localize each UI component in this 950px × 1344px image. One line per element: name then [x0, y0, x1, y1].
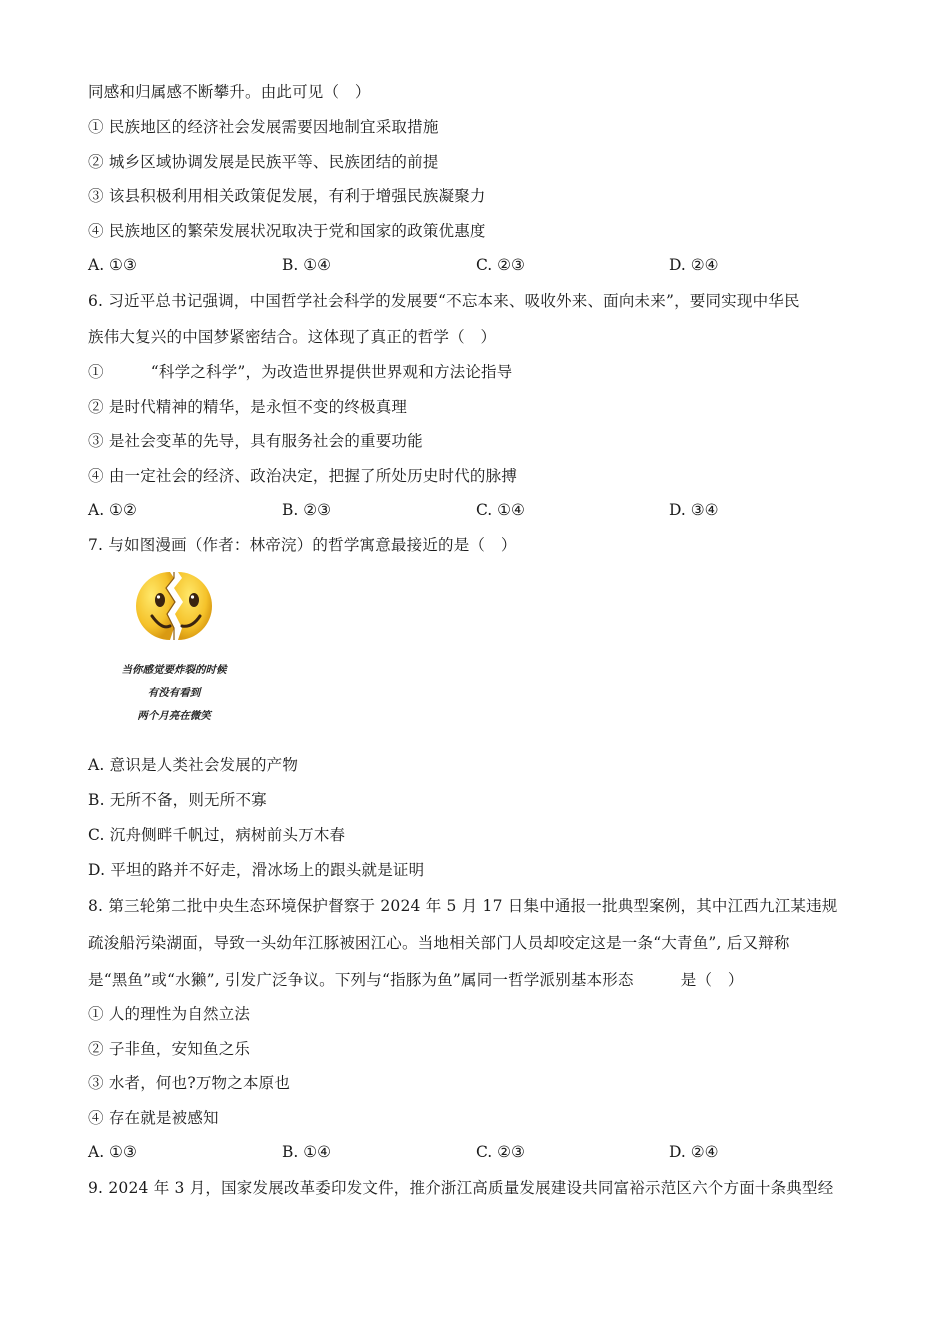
q5-stem-tail: 同感和归属感不断攀升。由此可见（ ）: [88, 83, 371, 101]
q8-item-3: ③ 水者，何也?万物之本原也: [88, 1074, 291, 1092]
cracked-smiley-icon: [104, 568, 244, 648]
q5-option-d: D. ②④: [669, 256, 719, 274]
q6-stem-line-2: 族伟大复兴的中国梦紧密结合。这体现了真正的哲学（ ）: [88, 328, 497, 346]
q6-item-1: ① “科学之科学”，为改造世界提供世界观和方法论指导: [88, 363, 513, 381]
q5-option-c: C. ②③: [476, 256, 525, 274]
q7-option-c: C. 沉舟侧畔千帆过，病树前头万木春: [88, 826, 346, 844]
cartoon-caption-line-3: 两个月亮在微笑: [137, 710, 211, 722]
q8-option-a: A. ①③: [88, 1143, 137, 1161]
q8-stem-line-1: 8. 第三轮第二批中央生态环境保护督察于 2024 年 5 月 17 日集中通报一批典型案例，其中江西九江某违规: [88, 897, 838, 915]
q5-item-3: ③ 该县积极利用相关政策促发展，有利于增强民族凝聚力: [88, 187, 486, 205]
q7-option-d: D. 平坦的路并不好走，滑冰场上的跟头就是证明: [88, 861, 425, 879]
q7-option-b: B. 无所不备，则无所不寡: [88, 791, 267, 809]
q8-item-4: ④ 存在就是被感知: [88, 1109, 219, 1127]
q9-stem-line-1: 9. 2024 年 3 月，国家发展改革委印发文件，推介浙江高质量发展建设共同富裕示范区六个方面十条典型经: [88, 1179, 834, 1197]
q7-cartoon: [104, 568, 244, 728]
q8-option-b: B. ①④: [282, 1143, 332, 1161]
q6-item-2: ② 是时代精神的精华，是永恒不变的终极真理: [88, 398, 408, 416]
cartoon-caption-line-2: 有没有看到: [147, 687, 201, 699]
q6-option-b: B. ②③: [282, 501, 332, 519]
q8-stem-line-3: 是“黑鱼”或“水獭”, 引发广泛争议。下列与“指豚为鱼”属同一哲学派别基本形态 是（ ）: [88, 971, 744, 989]
q8-stem-line-2: 疏浚船污染湖面，导致一头幼年江豚被困江心。当地相关部门人员却咬定这是一条“大青鱼”, 后又辩称: [88, 934, 790, 952]
q6-item-4: ④ 由一定社会的经济、政治决定，把握了所处历史时代的脉搏: [88, 467, 518, 485]
q6-stem-line-1: 6. 习近平总书记强调，中国哲学社会科学的发展要“不忘本来、吸收外来、面向未来”，要同实现中华民: [88, 292, 800, 310]
q5-item-1: ① 民族地区的经济社会发展需要因地制宜采取措施: [88, 118, 439, 136]
q7-stem: 7. 与如图漫画（作者：林帝浣）的哲学寓意最接近的是（ ）: [88, 536, 517, 554]
q6-item-3: ③ 是社会变革的先导，具有服务社会的重要功能: [88, 432, 423, 450]
q6-option-d: D. ③④: [669, 501, 719, 519]
q8-option-d: D. ②④: [669, 1143, 719, 1161]
cartoon-caption-line-1: 当你感觉要炸裂的时候: [121, 664, 227, 676]
q5-item-4: ④ 民族地区的繁荣发展状况取决于党和国家的政策优惠度: [88, 222, 486, 240]
q5-item-2: ② 城乡区域协调发展是民族平等、民族团结的前提: [88, 153, 439, 171]
q6-option-a: A. ①②: [88, 501, 137, 519]
q5-option-b: B. ①④: [282, 256, 332, 274]
q8-item-1: ① 人的理性为自然立法: [88, 1005, 251, 1023]
q5-option-a: A. ①③: [88, 256, 137, 274]
q6-option-c: C. ①④: [476, 501, 525, 519]
q7-option-a: A. 意识是人类社会发展的产物: [88, 756, 299, 774]
q8-option-c: C. ②③: [476, 1143, 525, 1161]
q8-item-2: ② 子非鱼，安知鱼之乐: [88, 1040, 251, 1058]
